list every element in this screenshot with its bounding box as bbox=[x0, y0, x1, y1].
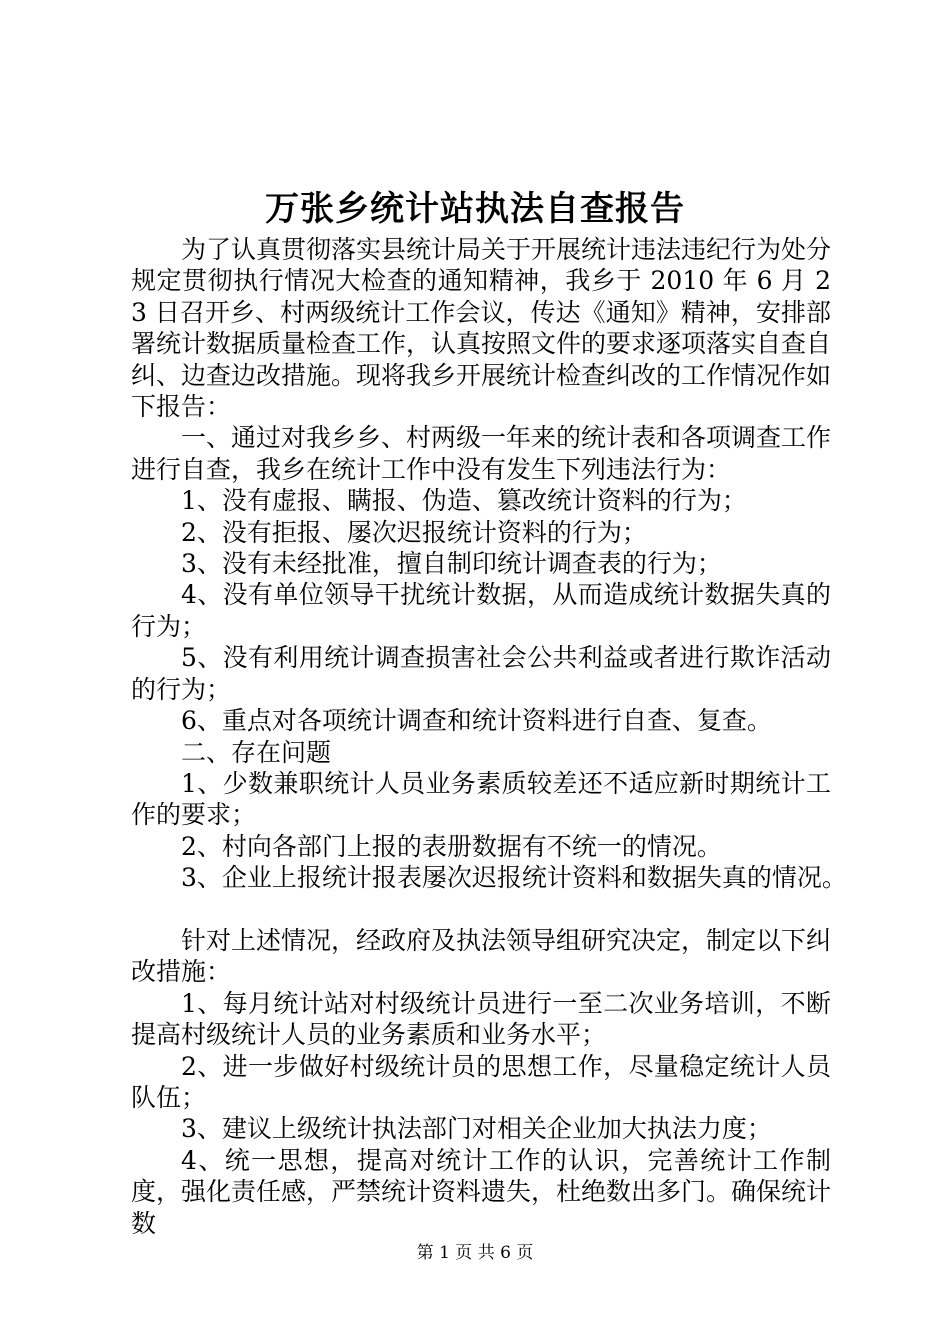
section-heading-problems: 二、存在问题 bbox=[181, 737, 332, 767]
document-title: 万张乡统计站执法自查报告 bbox=[265, 189, 685, 229]
list-item: 3、建议上级统计执法部门对相关企业加大执法力度； bbox=[181, 1114, 772, 1144]
list-item: 5、没有利用统计调查损害社会公共利益或者进行欺诈活动的行为； bbox=[131, 643, 831, 704]
page-number: 第 1 页 共 6 页 bbox=[416, 1243, 534, 1263]
list-item: 2、没有拒报、屡次迟报统计资料的行为； bbox=[181, 517, 647, 547]
list-item: 1、没有虚报、瞒报、伪造、篡改统计资料的行为； bbox=[181, 486, 747, 516]
list-item: 2、村向各部门上报的表册数据有不统一的情况。 bbox=[181, 831, 722, 861]
document-body bbox=[131, 234, 847, 1239]
list-item: 1、每月统计站对村级统计员进行一至二次业务培训，不断提高村级统计人员的业务素质和业务水平； bbox=[131, 988, 831, 1050]
list-item: 2、进一步做好村级统计员的思想工作，尽量稳定统计人员队伍； bbox=[131, 1051, 831, 1112]
list-item: 3、没有未经批准，擅自制印统计调查表的行为； bbox=[181, 549, 722, 579]
blank-line bbox=[131, 894, 831, 925]
list-item: 6、重点对各项统计调查和统计资料进行自查、复查。 bbox=[181, 706, 772, 736]
list-item: 3、企业上报统计报表屡次迟报统计资料和数据失真的情况。 bbox=[181, 863, 847, 893]
list-item: 1、少数兼职统计人员业务素质较差还不适应新时期统计工作的要求； bbox=[131, 768, 831, 830]
list-item: 4、统一思想，提高对统计工作的认识，完善统计工作制度，强化责任感，严禁统计资料遗失，杜绝数出多门。确保统计数 bbox=[131, 1145, 832, 1238]
paragraph-measures-intro: 针对上述情况，经政府及执法领导组研究决定，制定以下纠改措施： bbox=[131, 925, 832, 987]
paragraph-intro: 为了认真贯彻落实县统计局关于开展统计违法违纪行为处分规定贯彻执行情况大检查的通知精神，我乡于 2010 年 6 月 23 日召开乡、村两级统计工作会议，传达《通知》精神，安排部署统计数据质量检查工作，认真按照文件的要求逐项落实自查自纠、边查边改措施。现将我乡开展统计检查纠改的工作情况作如下报告： bbox=[131, 235, 832, 422]
paragraph-section-one: 一、通过对我乡乡、村两级一年来的统计表和各项调查工作进行自查，我乡在统计工作中没有发生下列违法行为： bbox=[131, 423, 832, 484]
list-item: 4、没有单位领导干扰统计数据，从而造成统计数据失真的行为； bbox=[131, 580, 831, 641]
